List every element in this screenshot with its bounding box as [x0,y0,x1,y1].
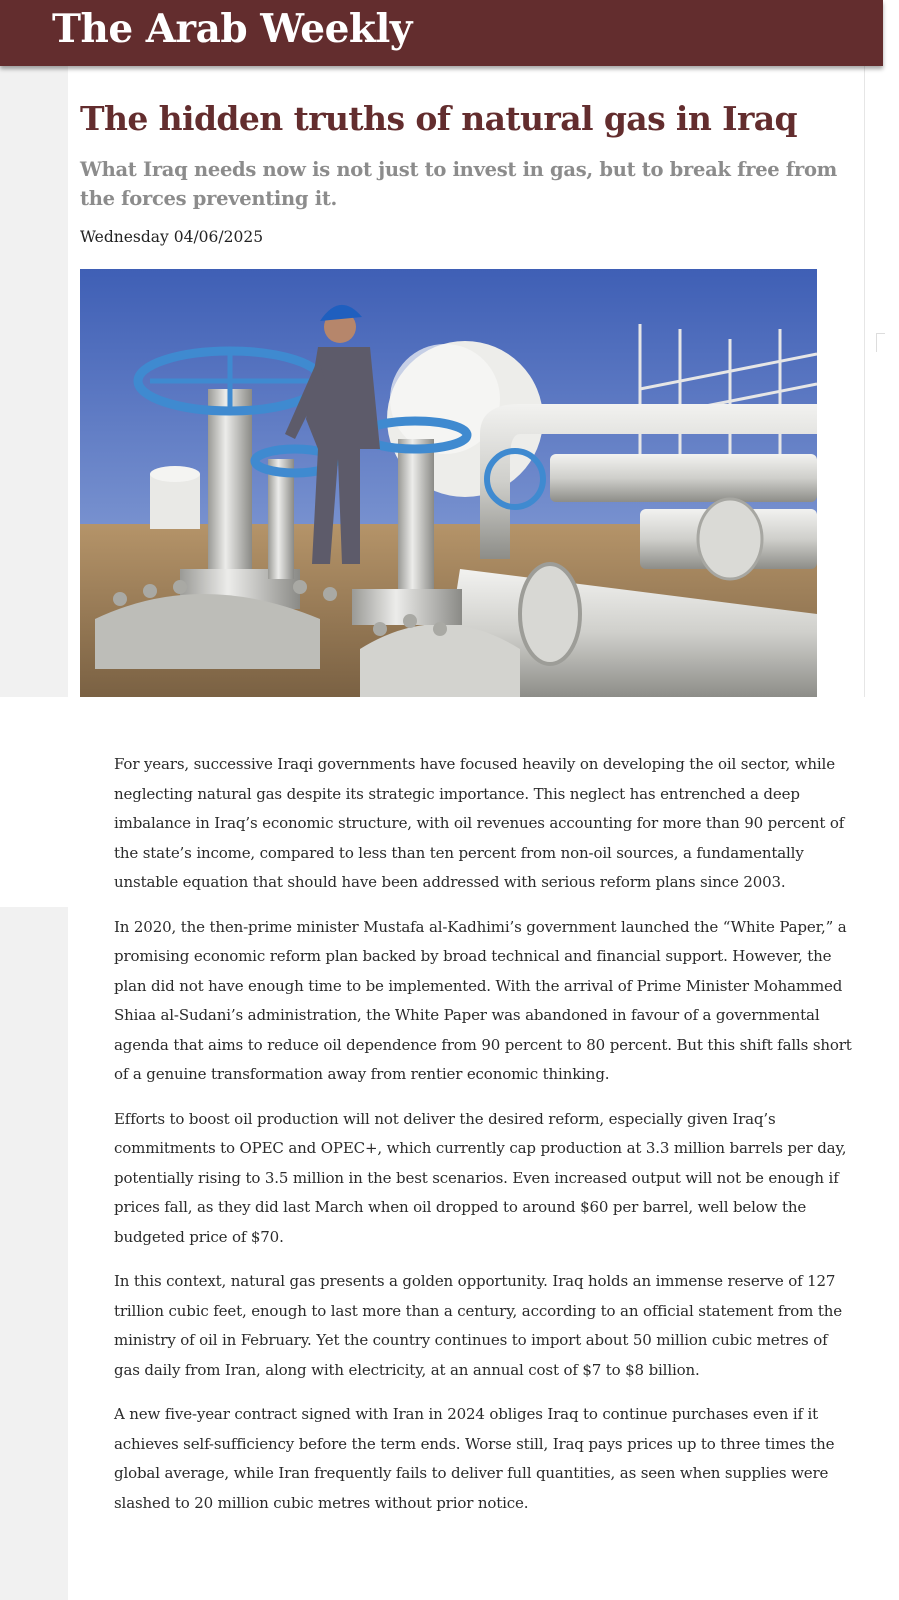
site-logo[interactable]: The Arab Weekly [52,6,412,52]
article-standfirst: What Iraq needs now is not just to invest in gas, but to break free from the forces preventing it. [80,158,838,210]
article-paragraph: For years, successive Iraqi governments have focused heavily on developing the oil sector, while neglecting natural gas despite its strategic importance. This neglect has entrenched a deep imbalance in Iraq’s economic structure, with oil revenues accounting for more than 90 percent of the state’s income, compared to less than ten percent from non-oil sources, a fundamentally unstable equation that should have been addressed with serious reform plans since 2003. [114,755,845,891]
article-body [114,750,854,1533]
scroll-edge-mark [876,333,885,352]
gas-facility-photo-icon [80,269,817,697]
article-paragraph: Efforts to boost oil production will not deliver the desired reform, especially given Iraq’s commitments to OPEC and OPEC+, which currently cap production at 3.3 million barrels per day, potentially rising to 3.5 million in the best scenarios. Even increased output will not be enough if prices fall, as they did last March when oil dropped to around $60 per barrel, well below the budgeted price of $70. [114,1109,847,1246]
article-paragraph: A new five-year contract signed with Iran in 2024 obliges Iraq to continue purchases even if it achieves self-sufficiency before the term ends. Worse still, Iraq pays prices up to three times the global average, while Iran frequently fails to deliver full quantities, as seen when supplies were slashed to 20 million cubic metres without prior notice. [114,1405,835,1512]
article-date: Wednesday 04/06/2025 [80,228,264,246]
masthead [0,0,883,66]
hero-image [80,269,817,697]
article-paragraph: In this context, natural gas presents a golden opportunity. Iraq holds an immense reserve of 127 trillion cubic feet, enough to last more than a century, according to an official statement from the ministry of oil in February. Yet the country continues to import about 50 million cubic metres of gas daily from Iran, along with electricity, at an annual cost of $7 to $8 billion. [114,1272,842,1379]
article-headline: The hidden truths of natural gas in Iraq [80,99,798,138]
article-paragraph: In 2020, the then-prime minister Mustafa al-Kadhimi’s government launched the “White Paper,” a promising economic reform plan backed by broad technical and financial support. However, the plan did not have enough time to be implemented. With the arrival of Prime Minister Mohammed Shiaa al-Sudani’s administration, the White Paper was abandoned in favour of a governmental agenda that aims to reduce oil dependence from 90 percent to 80 percent. But this shift falls short of a genuine transformation away from rentier economic thinking. [114,917,852,1083]
left-gutter-gap [0,697,68,907]
